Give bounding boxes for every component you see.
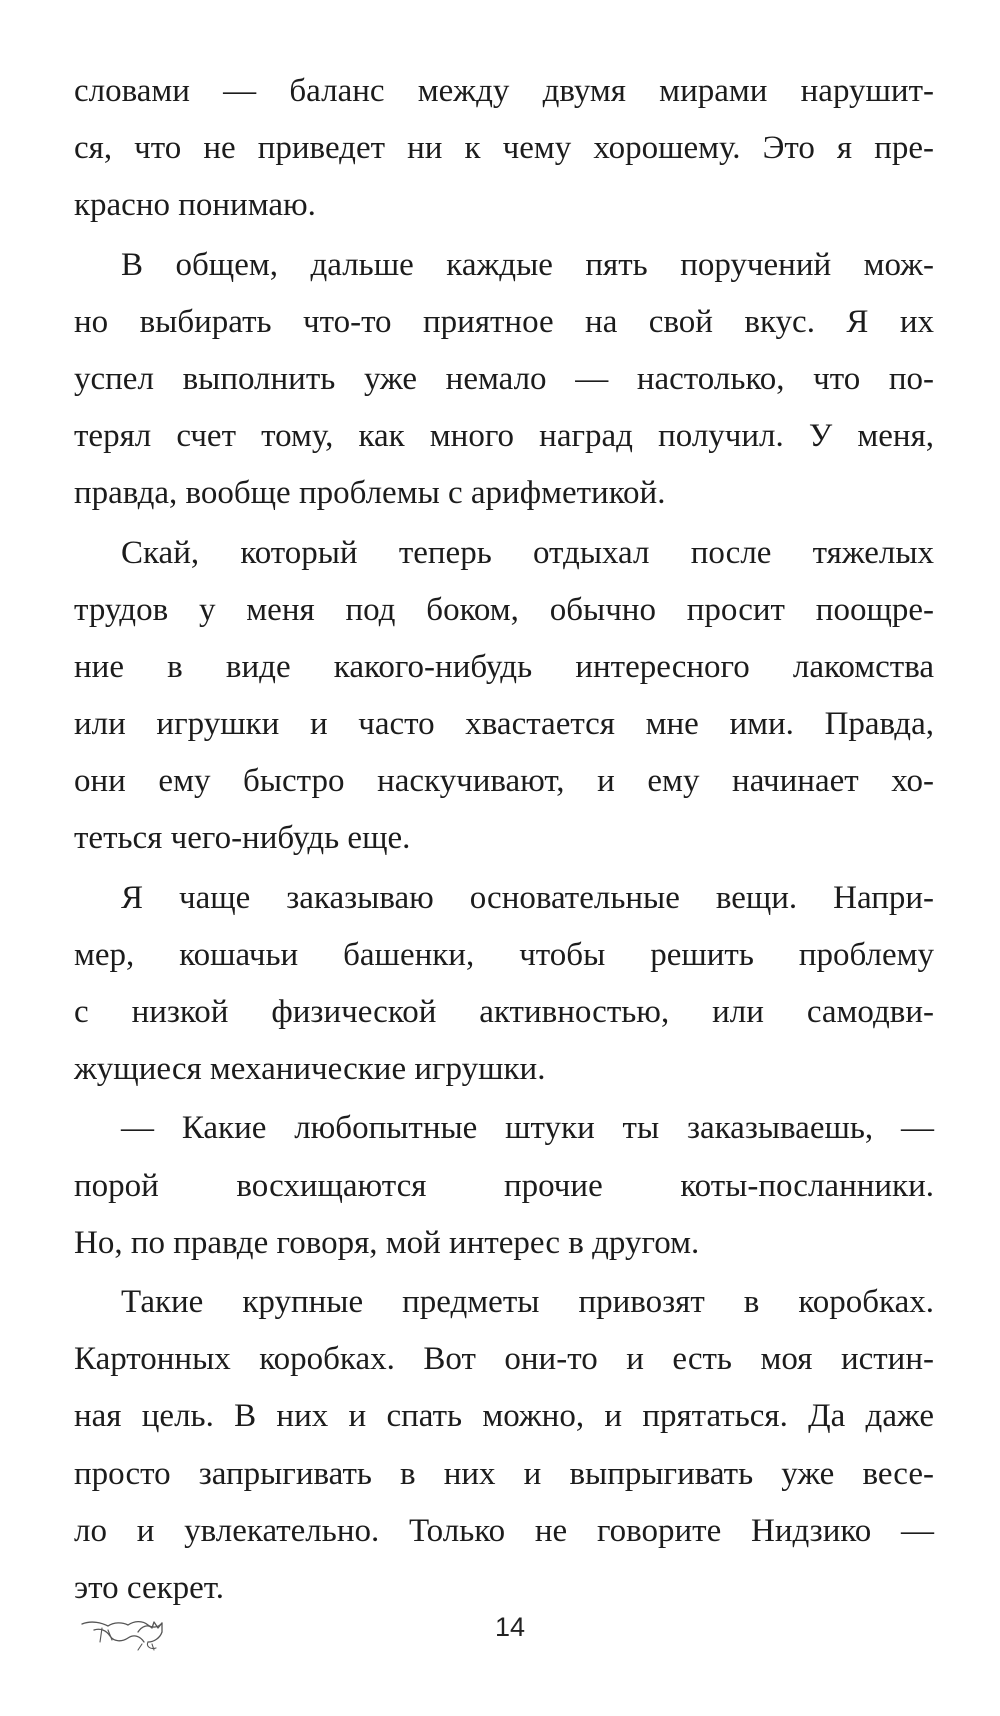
paragraph bbox=[74, 237, 934, 523]
text-line: Я чаще заказываю основательные вещи. Напри- bbox=[121, 879, 934, 916]
text-line: терял счет тому, как много наград получил. У меня, bbox=[74, 418, 934, 455]
text-line: Скай, который теперь отдыхал после тяжелых bbox=[121, 534, 934, 571]
page-number: 14 bbox=[494, 1612, 526, 1642]
text-line: Но, по правде говоря, мой интерес в другом. bbox=[74, 1224, 700, 1261]
text-line: порой восхищаются прочие коты-посланники. bbox=[74, 1167, 934, 1204]
text-line: просто запрыгивать в них и выпрыгивать уже весе- bbox=[74, 1455, 934, 1492]
text-line: с низкой физической активностью, или самодви- bbox=[74, 994, 934, 1030]
text-line: успел выполнить уже немало — настолько, что по- bbox=[74, 360, 934, 397]
paragraph bbox=[74, 525, 934, 868]
paragraph bbox=[74, 870, 934, 1099]
text-line: мер, кошачьи башенки, чтобы решить проблему bbox=[74, 936, 934, 973]
text-line: Такие крупные предметы привозят в коробках. bbox=[121, 1283, 934, 1320]
page-footer bbox=[0, 1606, 1000, 1666]
text-line: ние в виде какого-нибудь интересного лакомства bbox=[74, 648, 934, 685]
text-line: теться чего-нибудь еще. bbox=[74, 820, 411, 857]
cat-ornament-icon bbox=[78, 1606, 178, 1656]
text-line: красно понимаю. bbox=[74, 187, 316, 224]
text-line: Картонных коробках. Вот они-то и есть моя истин- bbox=[74, 1341, 934, 1378]
text-line: трудов у меня под боком, обычно просит поощре- bbox=[74, 591, 934, 628]
paragraph bbox=[74, 63, 934, 235]
text-line: это секрет. bbox=[74, 1569, 224, 1606]
text-line: В общем, дальше каждые пять поручений мож- bbox=[121, 246, 934, 283]
text-line: жущиеся механические игрушки. bbox=[74, 1051, 546, 1088]
text-line: правда, вообще проблемы с арифметикой. bbox=[74, 475, 666, 512]
text-line: — Какие любопытные штуки ты заказываешь, — bbox=[121, 1110, 934, 1147]
body-text bbox=[74, 63, 934, 1617]
text-line: словами — баланс между двумя мирами нарушит- bbox=[74, 73, 934, 109]
text-line: ная цель. В них и спать можно, и прятаться. Да даже bbox=[74, 1398, 934, 1435]
text-line: ся, что не приведет ни к чему хорошему. Это я пре- bbox=[74, 130, 934, 167]
paragraph bbox=[74, 1274, 934, 1617]
text-line: или игрушки и часто хвастается мне ими. Правда, bbox=[74, 706, 934, 743]
text-line: они ему быстро наскучивают, и ему начинает хо- bbox=[74, 763, 934, 800]
paragraph bbox=[74, 1100, 934, 1272]
text-line: ло и увлекательно. Только не говорите Нидзико — bbox=[74, 1512, 934, 1549]
text-line: но выбирать что-то приятное на свой вкус. Я их bbox=[74, 303, 934, 340]
